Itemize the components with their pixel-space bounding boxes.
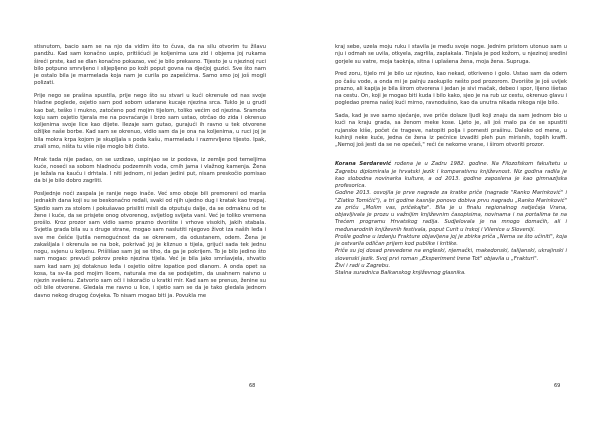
page-number: 68 (249, 383, 256, 389)
bio-paragraph: Živi i radi u Zagrebu. (335, 262, 391, 269)
bio-paragraph (335, 161, 567, 190)
paragraph: Pred zoru, tijelo mi je bilo uz njezino, kao nekad, otkriveno i golo. Ustao sam da odem po čašu vode, a onda mi je palnju zaokupilo nešto pod prozorom. Dvorište je još uvijek prazno, ali kapija je bila širom otvorena i jedan je sivi mačak, debeo i spor, lijeno išetao na cestu. On, koji je mogao biti kuda i bilo kako, sjeo je na rub uz cestu, okrenuo glavu i pogledao prema našoj kući mirno, ravnodušno, kao da unutra nikada nikoga nije bilo. (335, 71, 567, 107)
paragraph: stisnutom, bacio sam se na njo da vidim što to čuva, da na silu otvorim tu žilavu pandžu. Kad sam konačno uspio, pritišćući je koljenima uza zid i objema joj rukama šireći prste, kad se dlan konačno pokazao, već je bilo prekasno. Tijesto je u njezinoj ruci bilo potpuno smrvljeno i slijepljeno po koži poput govna na djećjoj guzici. Sve što nam je ostalo bila je marmelada koja nam je curila po zapešćima. Samo smo joj još mogli polizati. (34, 44, 266, 87)
paragraph: kraj sebe, uzela moju ruku i stavila je među svoje noge. Jednim pristom utonuo sam u nju i odmah se uvila, otkyela, zagrlila, zaplakala. Tinjala je pod kožom, u njezinoj sredini gorjele su vatre, moja taoknja, sitna i uplašena žena, moja žena. Supruga. (335, 44, 567, 65)
bio-paragraph: Godine 2013. osvojila je prve nagrade za kratke priče (nagrade "Ranko Marinković" i "Zlatko Tomičić"), a tri godine kasnije ponovo dobiva prvu nagradu „Ranko Marinković" za priču „Molim vas, pričekajte". Bila je u finalu regionalnog natječaja Vrana, objavljivala je prozu u važnijim književnim časopisima, novinama i na portalima te na Trećem programu Hrvatskog radija. Sudjelovala je na mnogo domaćih, ali i međunarodnih književnih festivala, poput Curit u Irskoj i Vilenice u Sloveniji. (335, 190, 567, 233)
paragraph: Mrak tada nije padao, on se uzdizao, uspinjao se iz podova, iz zemlje pod temeljima kuće, noseći sa sobom hladnoću podzemnih voda, crnih jama i vlažnog kamenja. Žena je ležala na kauču i drhtala. I niti jednom, ni jedan jedini put, nisam preskočio pomisao da bi je bilo dobro zagrliti. (34, 156, 266, 185)
author-bio (335, 161, 567, 277)
bio-paragraph: Stalna suradnica Balkanskog književnog glasnika. (335, 270, 466, 276)
left-page-body (34, 44, 266, 305)
paragraph: Posljednje noći zaspala je ranije nego inače. Već smo oboje bili premoreni od marša jednakih dana koji su se beskonačno redali, svaki od njih ujedno dug i kratak kao trepaj. Sjedio sam za stolom i pokušavao prisiliti misli da otputuju dalje, da se odmaknu od te žene i kuće, da se prisjete onog otvorenog, svijetlog svijeta vani. Već je toliko vremena prošlo. Kroz prozor sam vidio samo prazno dvorište i vrhove visokih, jakih stabala. Svjetla grada bila su s druge strane, mogao sam naslutiti njegovo život iza naših leđa i sve me češće ljutila nemogućnost da se okrenem, da odustanem, odem. Žena je zakašljala i okrenula se na bok, pokrivač joj je kliznuo s tijela, grijući sada tek jednu nogu, svjenu u koljenu. Prišlišao sam joj se tiho, da ga je pokrijem. To je bilo jedino što sam mogao: prevući pokrov preko njezina tijela. Već je bila jako smršavjela, shvatio sam kad sam joj dotaknuo leđa i osjetio oštre lopatice pod dlanom. A onda opet sa kosa, ta sv-ila pod mojim licem, naturala me da se podsjetim, da usahnem naivno u njezin svešenu. Zatvorio sam oči i iskoračio u kratki mir. Kad sam se prenuo, ženine su oči bile otvorene. Gledala me ravno u lice, i sjetio sam se da je tako gledala jednom davno nekog drugog čovjeka. To nisam mogao biti ja. Povukla me (34, 191, 266, 299)
bio-text: rođena je u Zadru 1982. godine. Na Filozofskom fakultetu u Zagrebu diplomirala je hrvatski jezik i komparativnu književnost. Niz godina radila je kao slobodna novinarka kulture, a od 2013. godine zaposlena je kao gimnazijska profesorica. (335, 161, 568, 189)
paragraph: Prije nego se prašina spustila, prije nego što su stvari u kući okrenule od nas svoje hladne poglede, osjetio sam pod sobom udarane kucaje njezina srca. Tuklo je u grudi kao bat, teško i mukno, zatočeno pod mojim tijelom, toliko većim od njezina. Sramota koju sam osjetio tjerala me na povraćanje i brzo sam ustao, otrčao do zida i okrenuo koljenima svoje lice kao dijete. Ilezaje sam gutao, gurajući ih ravno u tek otvorene ožiljke naše borbe. Kad sam se okrenuo, vidio sam da je ona na koljenima, u ruci joj je bila mokra krpa kojom je skupljala s poda kašu, marmeladu i razmrvljeno tijesto. Ipak, znali smo, ništa tu više nije moglo biti čisto. (34, 93, 266, 150)
bio-paragraph: Priče su joj dosad prevedene na engleski, njemački, makedonski, talijanski, ukrajinski i slovenski jezik. Svoj prvi roman „Eksperiment Irene Tot" objavila u „Frakturi". (335, 248, 567, 262)
bio-paragraph: Prošle godine u izdanju Frakture objavljena joj je zbirka priča „Nema se što učiniti", koja je ostvarila odličan prijem kod publike i kritike. (335, 233, 567, 247)
page-number: 69 (554, 383, 561, 389)
author-name: Korana Serdarević (335, 161, 392, 168)
right-page (300, 0, 600, 423)
right-page-body (335, 44, 567, 277)
paragraph: Sada, kad je sve samo sjećanje, sve priče dolaze ljudi koji znaju da sam jednom bio u kući na kraju grada, sa ženom meke kose. Ljeto je, ali još malo pa će se spustiti rujanske kiše, počet će trageve, natopiti polja i pomesti prašinu. Daleko od mene, u kuhinji neke kuće, jedna će žena iz pećnice izvaditi pleh pun mirisnih, toplih kraffi. „Nemoj još jesti da se ne opečeš," reći će nekome vrane, i širom otvoriti prozor. (335, 113, 567, 148)
